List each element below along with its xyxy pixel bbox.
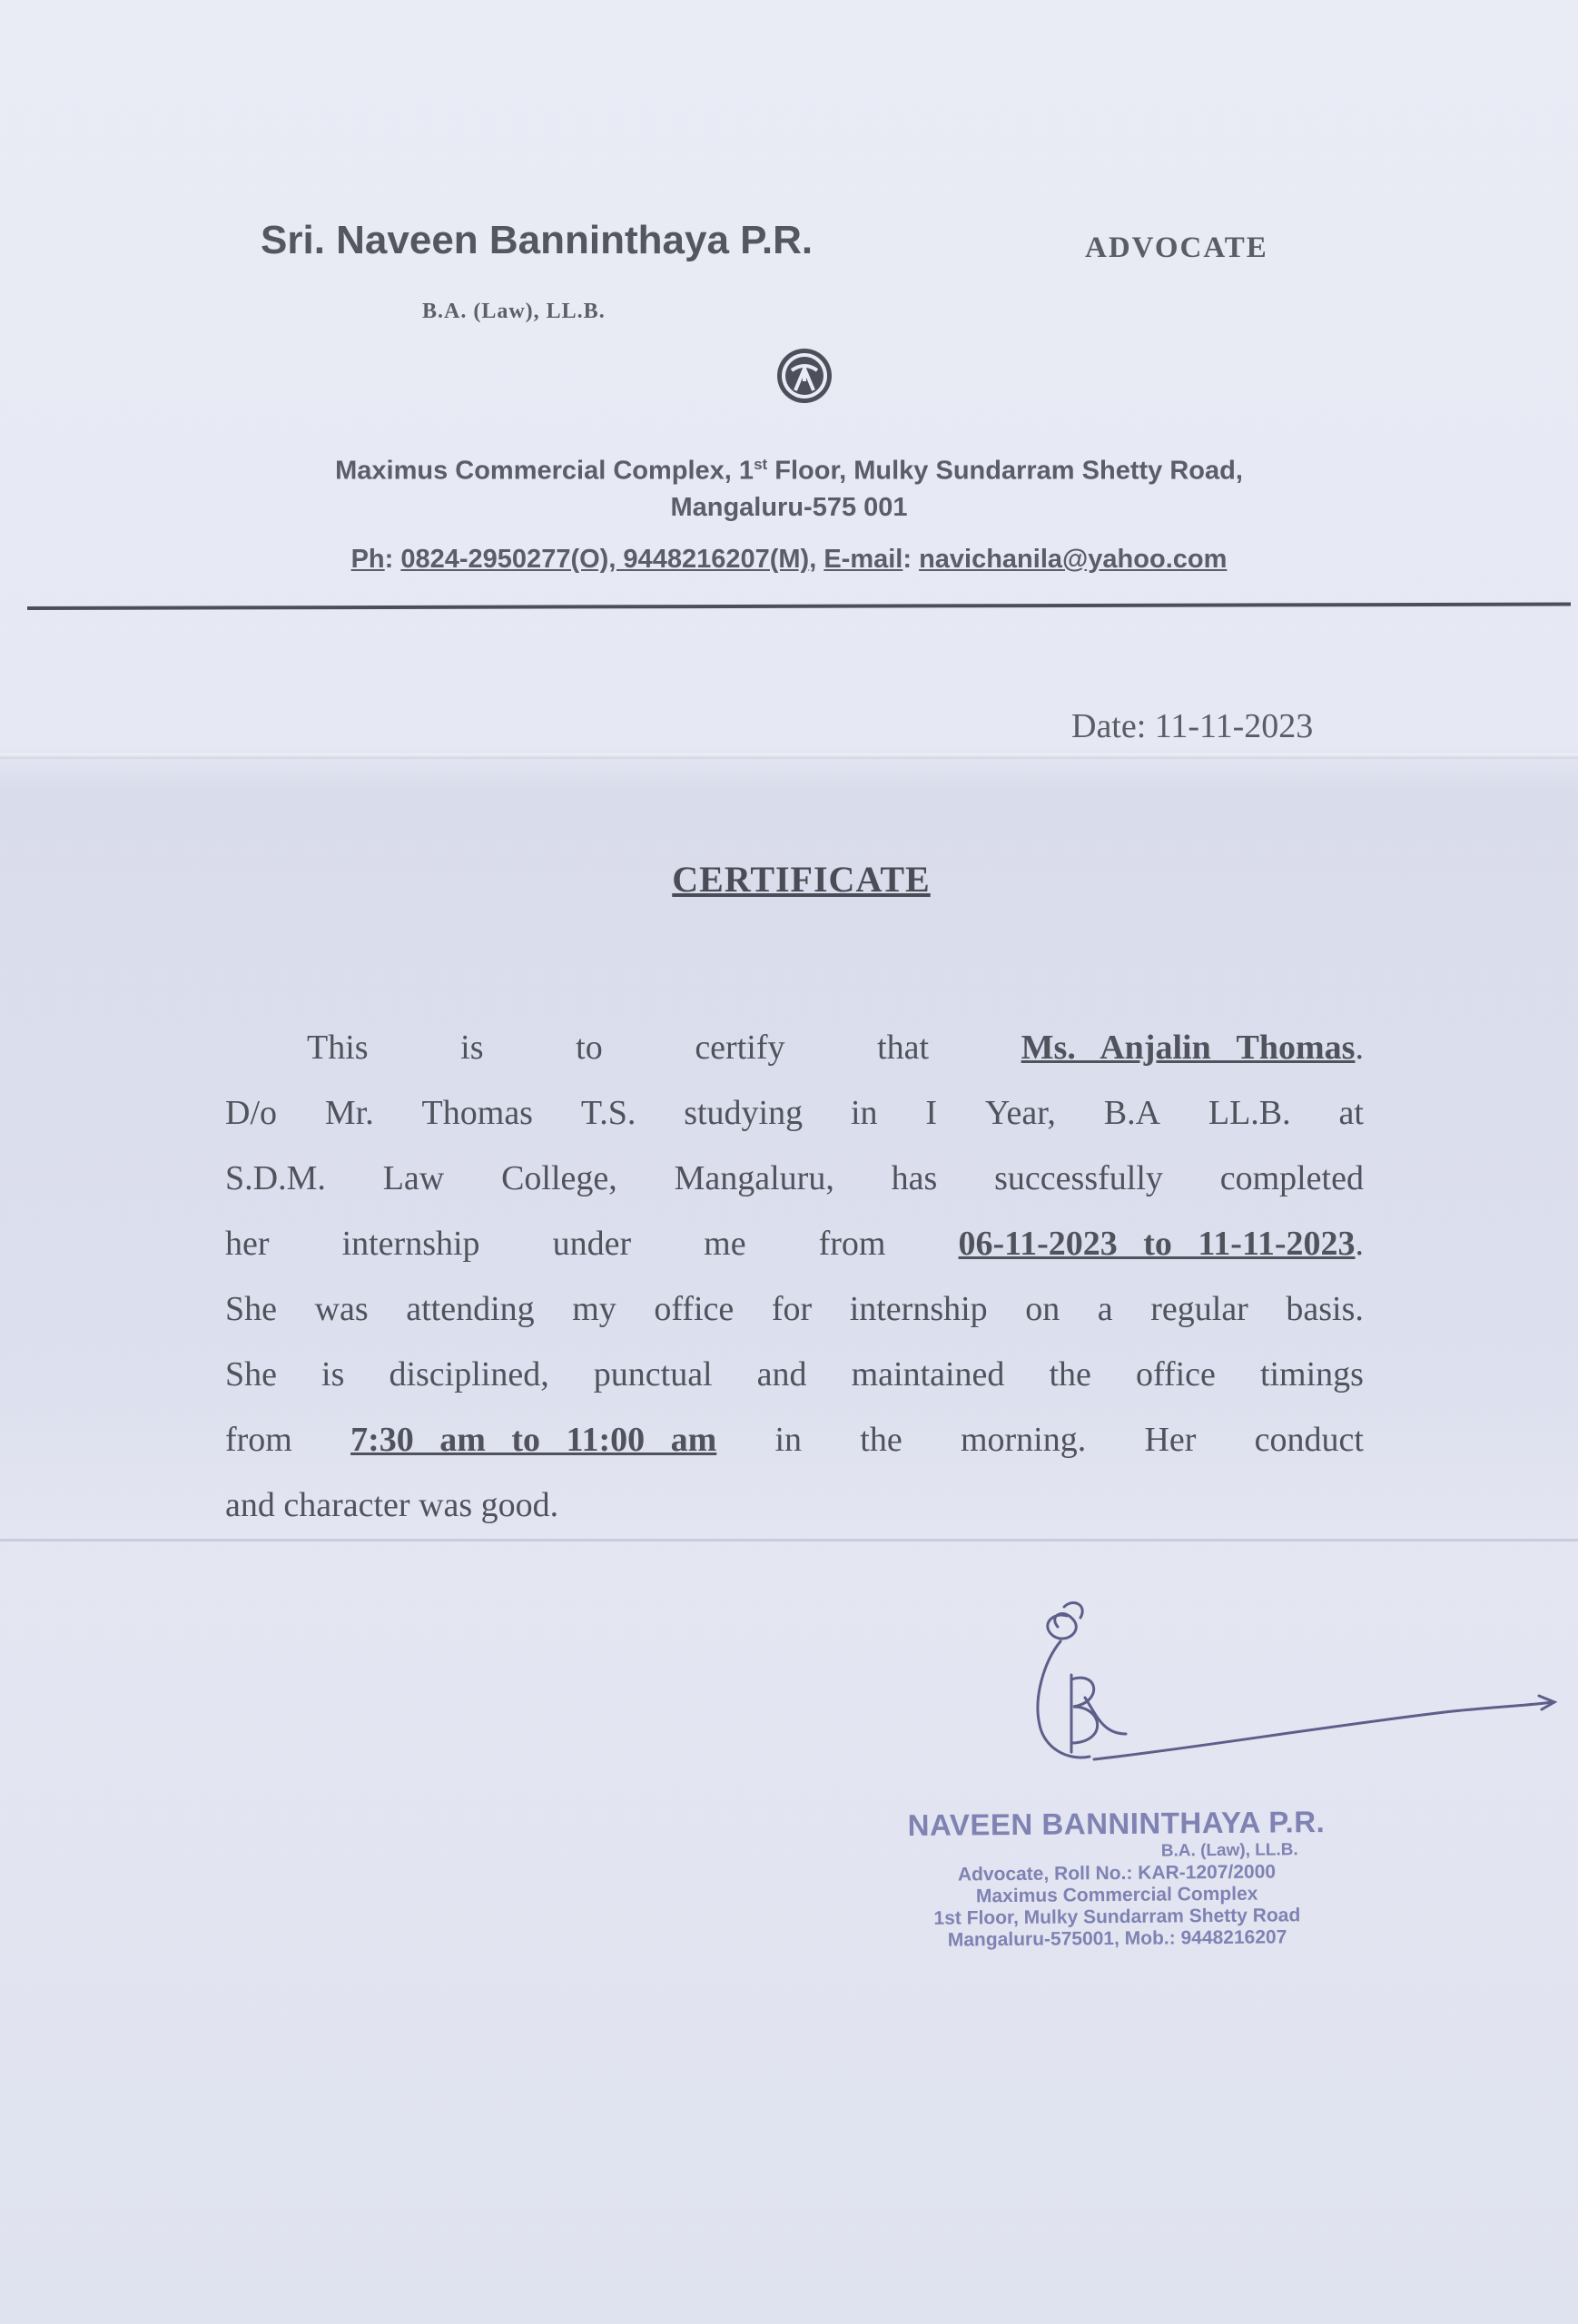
stamp-address-2: 1st Floor, Mulky Sundarram Shetty Road: [933, 1905, 1301, 1929]
stamp-qualifications: B.A. (Law), LL.B.: [1160, 1840, 1298, 1861]
body-line: She was attending my office for internship on a regular basis.: [225, 1290, 1364, 1328]
paper-fold: [0, 1539, 1578, 1541]
body-line: She is disciplined, punctual and maintained the office timings: [225, 1355, 1364, 1393]
certificate-heading: CERTIFICATE: [672, 859, 931, 900]
advocate-name: Sri. Naveen Banninthaya P.R.: [261, 218, 814, 262]
advocate-title: ADVOCATE: [1085, 231, 1268, 264]
stamp-address-1: Maximus Commercial Complex: [975, 1883, 1258, 1907]
address-line-2: Mangaluru-575 001: [670, 492, 908, 522]
body-line: This is to certify that Ms. Anjalin Thomas.: [307, 1029, 1364, 1067]
advocate-emblem-icon: [774, 345, 835, 407]
certificate-body: [225, 1015, 1364, 1538]
certificate-date: Date: 11-11-2023: [1071, 707, 1314, 745]
letterhead-address: [0, 447, 1578, 526]
stamp-address-3: Mangaluru-575001, Mob.: 9448216207: [947, 1926, 1287, 1951]
address-line-1: Maximus Commercial Complex, 1st Floor, Mulky Sundarram Shetty Road,: [335, 456, 1243, 486]
body-line: and character was good.: [225, 1486, 559, 1524]
paper-fold: [0, 753, 1578, 759]
email-address: navichanila@yahoo.com: [919, 545, 1228, 574]
email-label: E-mail: [824, 545, 903, 574]
body-line: her internship under me from 06-11-2023 to 11-11-2023.: [225, 1225, 1364, 1263]
phone-numbers: 0824-2950277(O), 9448216207(M): [400, 545, 810, 574]
phone-label: Ph: [350, 545, 385, 574]
advocate-stamp: [880, 1805, 1353, 1953]
letterhead-divider: [27, 603, 1571, 610]
qualifications: B.A. (Law), LL.B.: [422, 300, 606, 323]
stamp-roll: Advocate, Roll No.: KAR-1207/2000: [957, 1861, 1277, 1886]
body-line: D/o Mr. Thomas T.S. studying in I Year, B.A LL.B. at: [225, 1094, 1364, 1132]
internship-period: 06-11-2023 to 11-11-2023: [958, 1225, 1356, 1263]
office-timings: 7:30 am to 11:00 am: [350, 1421, 717, 1459]
body-line: from 7:30 am to 11:00 am in the morning. Her conduct: [225, 1407, 1364, 1472]
student-name: Ms. Anjalin Thomas: [1021, 1029, 1356, 1067]
handwritten-signature: [1017, 1589, 1562, 1788]
letterhead-contact: Ph: 0824-2950277(O), 9448216207(M), E-mail: navichanila@yahoo.com: [350, 545, 1228, 574]
stamp-name: NAVEEN BANNINTHAYA P.R.: [907, 1804, 1326, 1843]
body-line: S.D.M. Law College, Mangaluru, has successfully completed: [225, 1159, 1364, 1197]
